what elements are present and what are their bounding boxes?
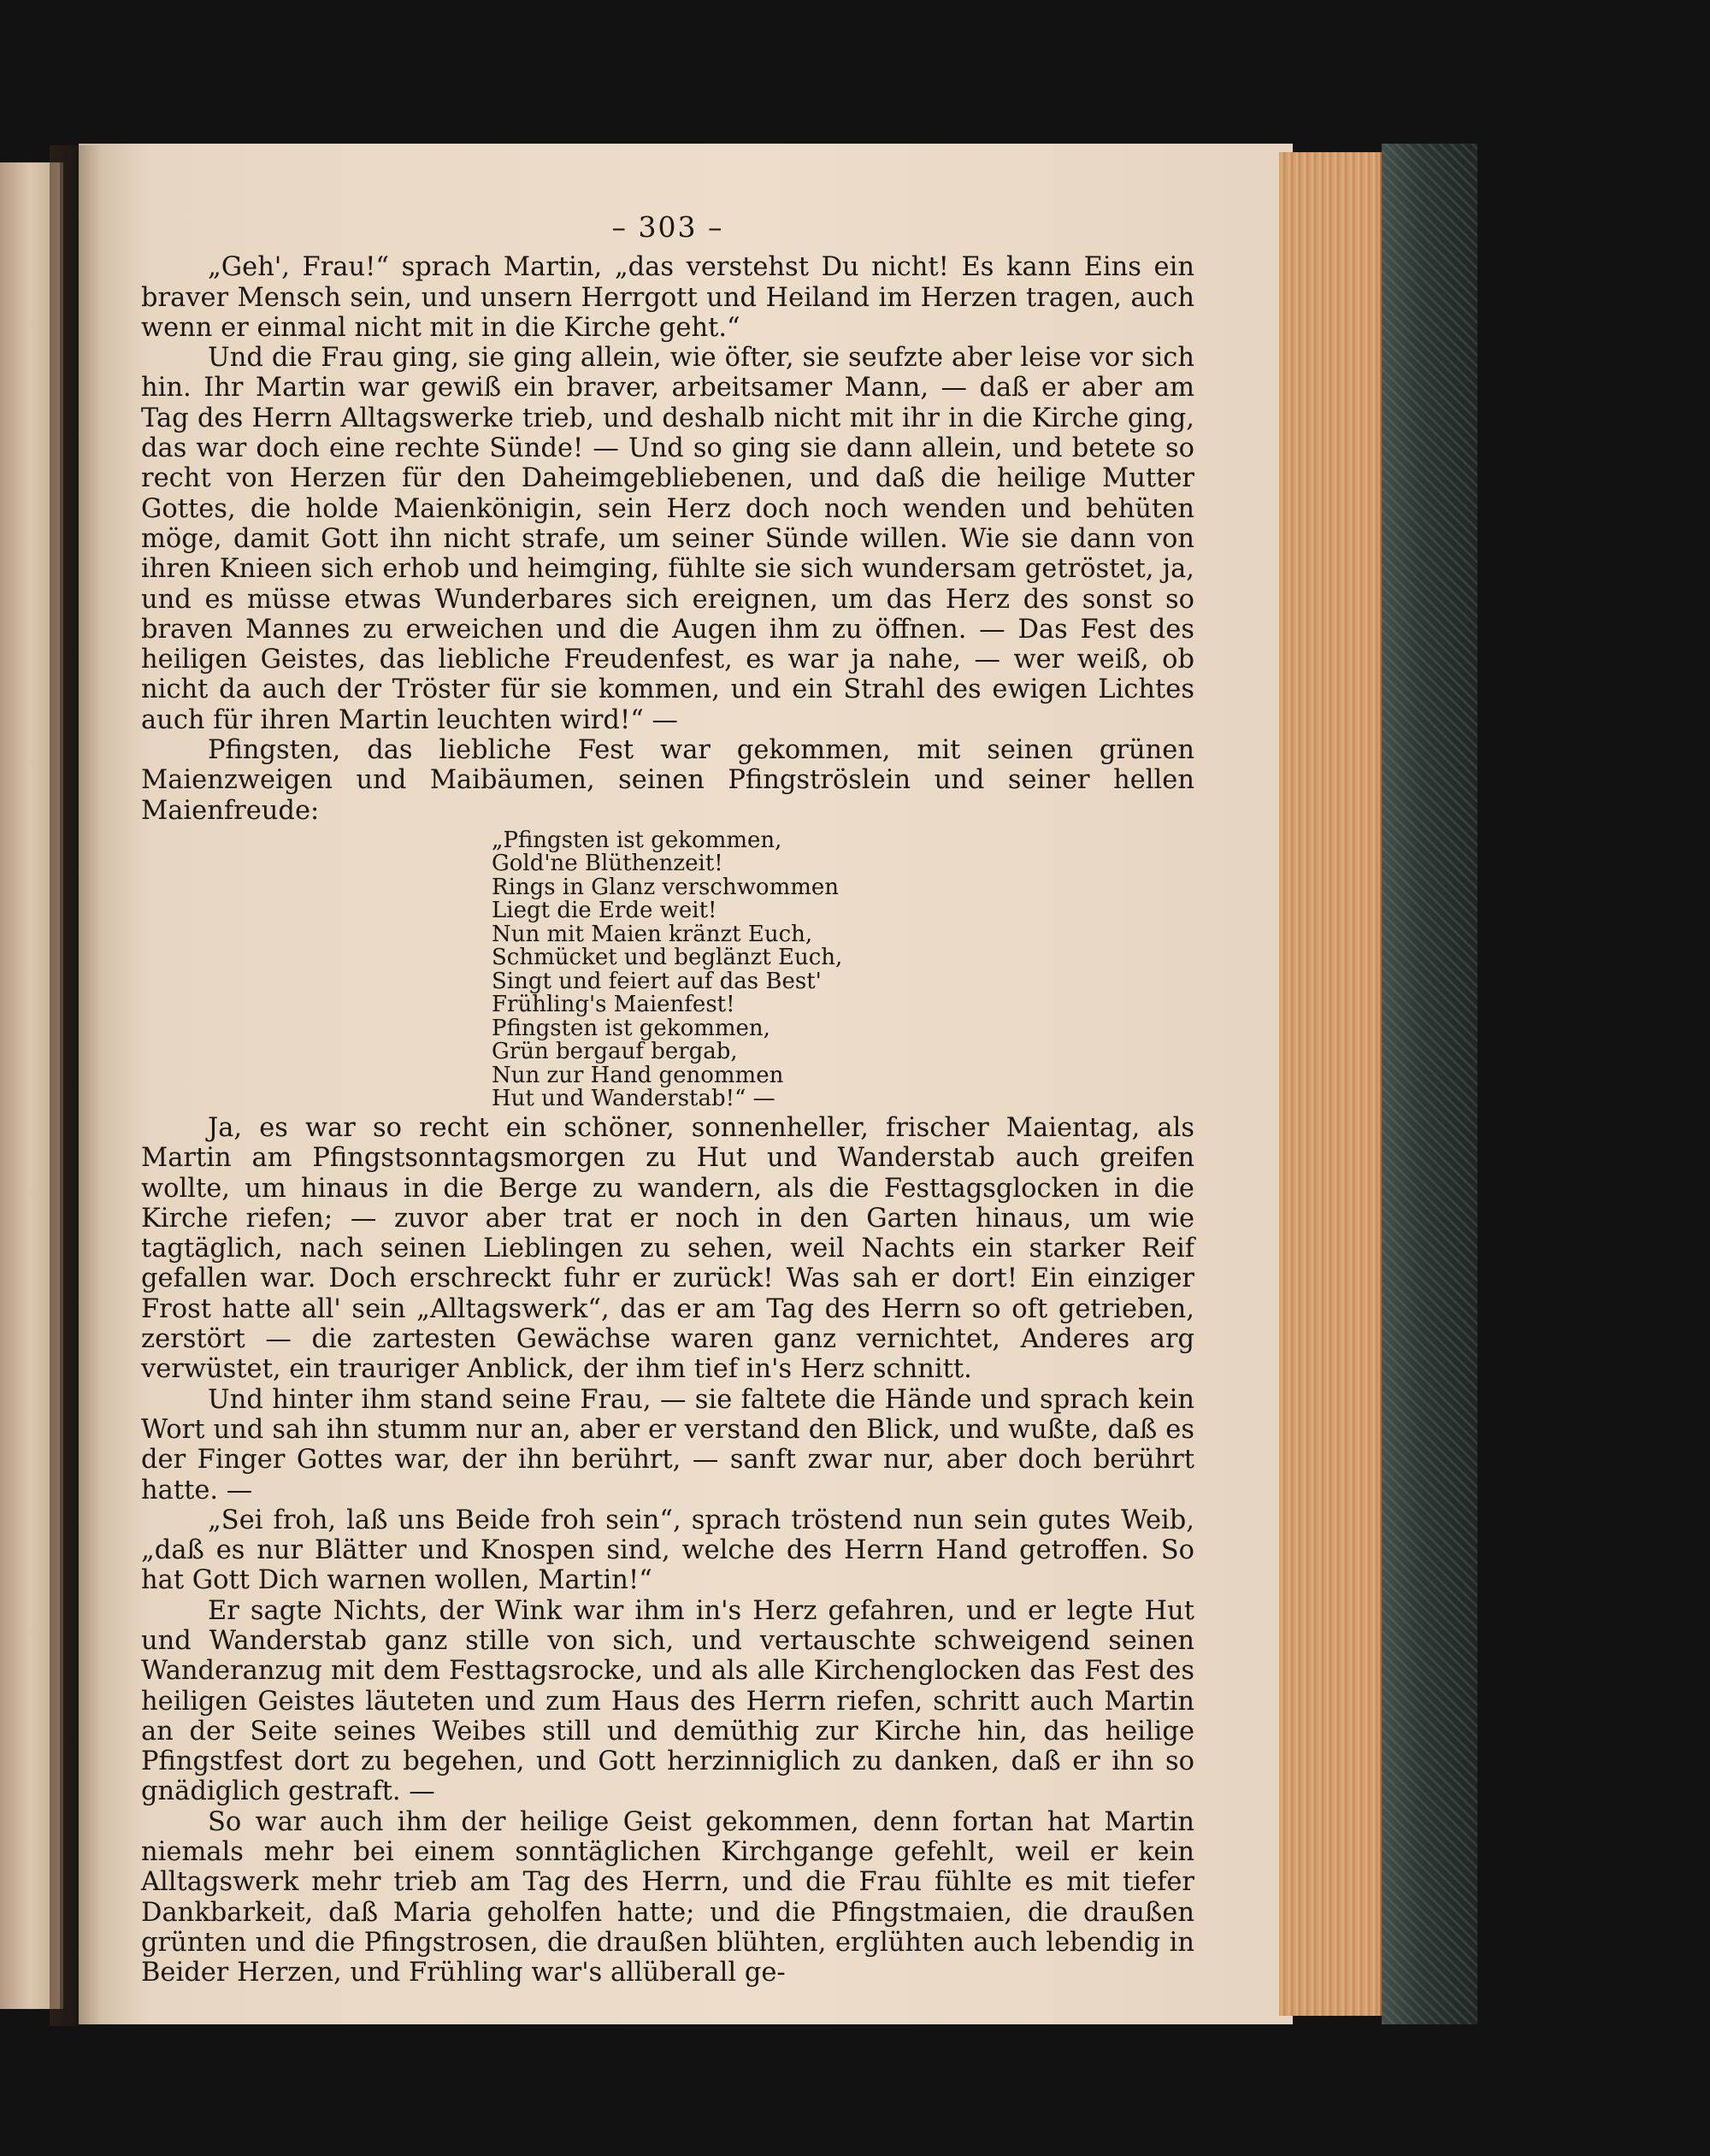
paragraph: „Geh', Frau!“ sprach Martin, „das verstehst Du nicht! Es kann Eins ein braver Mensch sein, und unsern Herrgott und Heiland im Herzen tragen, auch wenn er einmal nicht mit in die Kirche geht.“ <box>141 252 1194 343</box>
paragraph: Ja, es war so recht ein schöner, sonnenheller, frischer Maientag, als Martin am Pfingstsonntagsmorgen zu Hut und Wanderstab auch greifen wollte, um hinaus in die Berge zu wandern, als die Festtagsglocken in die Kirche riefen; — zuvor aber trat er noch in den Garten hinaus, um wie tagtäglich, nach seinen Lieblingen zu sehen, weil Nachts ein starker Reif gefallen war. Doch erschreckt fuhr er zurück! Was sah er dort! Ein einziger Frost hatte all' sein „Alltagswerk“, das er am Tag des Herrn so oft getrieben, zerstört — die zartesten Gewächse waren ganz vernichtet, Anderes arg verwüstet, ein trauriger Anblick, der ihm tief in's Herz schnitt. <box>141 1112 1194 1385</box>
paragraph: Pfingsten, das liebliche Fest war gekommen, mit seinen grünen Maienzweigen und Maibäumen, seinen Pfingströslein und seiner hellen Maienfreude: <box>141 735 1194 826</box>
poem-line: Schmücket und beglänzt Euch, <box>492 945 843 971</box>
poem <box>492 829 1194 1111</box>
poem-line: Singt und feiert auf das Best' <box>492 968 822 994</box>
poem-line: Liegt die Erde weit! <box>492 898 717 924</box>
paragraph: Er sagte Nichts, der Wink war ihm in's Herz gefahren, und er legte Hut und Wanderstab ganz stille von sich, und vertauschte schweigend seinen Wanderanzug mit dem Festtagsrocke, und als alle Kirchenglocken das Fest des heiligen Geistes läuteten und zum Haus des Herrn riefen, schritt auch Martin an der Seite seines Weibes still und demüthig zur Kirche hin, das heilige Pfingstfest dort zu begehen, und Gott herzinniglich zu danken, daß er ihn so gnädiglich gestraft. — <box>141 1595 1194 1807</box>
paragraph: Und hinter ihm stand seine Frau, — sie faltete die Hände und sprach kein Wort und sah ihn stumm nur an, aber er verstand den Blick, und wußte, daß es der Finger Gottes war, der ihn berührt, — sanft zwar nur, aber doch berührt hatte. — <box>141 1384 1194 1505</box>
poem-line: Gold'ne Blüthenzeit! <box>492 851 723 877</box>
poem-line: Rings in Glanz verschwommen <box>492 874 840 900</box>
poem-line: Grün bergauf bergab, <box>492 1039 738 1065</box>
gutter-shadow <box>50 145 101 2026</box>
book-cover <box>1382 144 1477 2024</box>
poem-line: Frühling's Maienfest! <box>492 992 735 1018</box>
paragraph: „Sei froh, laß uns Beide froh sein“, sprach tröstend nun sein gutes Weib, „daß es nur Blätter und Knospen sind, welche des Herrn Hand getroffen. So hat Gott Dich warnen wollen, Martin!“ <box>141 1505 1194 1596</box>
poem-line: Pfingsten ist gekommen, <box>492 1015 770 1041</box>
poem-line: Nun mit Maien kränzt Euch, <box>492 921 813 947</box>
paragraph: So war auch ihm der heilige Geist gekommen, denn fortan hat Martin niemals mehr bei einem sonntäglichen Kirchgange gefehlt, weil er kein Alltagswerk mehr trieb am Tag des Herrn, und die Frau fühlte es mit tiefer Dankbarkeit, daß Maria geholfen hatte; und die Pfingstmaien, die draußen grünten und die Pfingstrosen, die draußen blühten, erglühten auch lebendig in Beider Herzen, und Frühling war's allüberall ge- <box>141 1806 1194 1988</box>
poem-line: „Pfingsten ist gekommen, <box>492 827 782 853</box>
page-block-edge <box>1279 152 1385 2016</box>
poem-line: Hut und Wanderstab!“ — <box>492 1086 775 1112</box>
page-number: – 303 – <box>611 210 724 244</box>
page-content <box>141 212 1194 1988</box>
paragraph: Und die Frau ging, sie ging allein, wie öfter, sie seufzte aber leise vor sich hin. Ihr Martin war gewiß ein braver, arbeitsamer Mann, — daß er aber am Tag des Herrn Alltagswerke trieb, und deshalb nicht mit ihr in die Kirche ging, das war doch eine rechte Sünde! — Und so ging sie dann allein, und betete so recht von Herzen für den Daheimgebliebenen, und daß die heilige Mutter Gottes, die holde Maienkönigin, sein Herz doch noch wenden und behüten möge, damit Gott ihn nicht strafe, um seiner Sünde willen. Wie sie dann von ihren Knieen sich erhob und heimging, fühlte sie sich wundersam getröstet, ja, und es müsse etwas Wunderbares sich ereignen, um das Herz des sonst so braven Mannes zu erweichen und die Augen ihm zu öffnen. — Das Fest des heiligen Geistes, das liebliche Freudenfest, es war ja nahe, — wer weiß, ob nicht da auch der Tröster für sie kommen, und ein Strahl des ewigen Lichtes auch für ihren Martin leuchten wird!“ — <box>141 343 1194 735</box>
poem-line: Nun zur Hand genommen <box>492 1062 784 1088</box>
